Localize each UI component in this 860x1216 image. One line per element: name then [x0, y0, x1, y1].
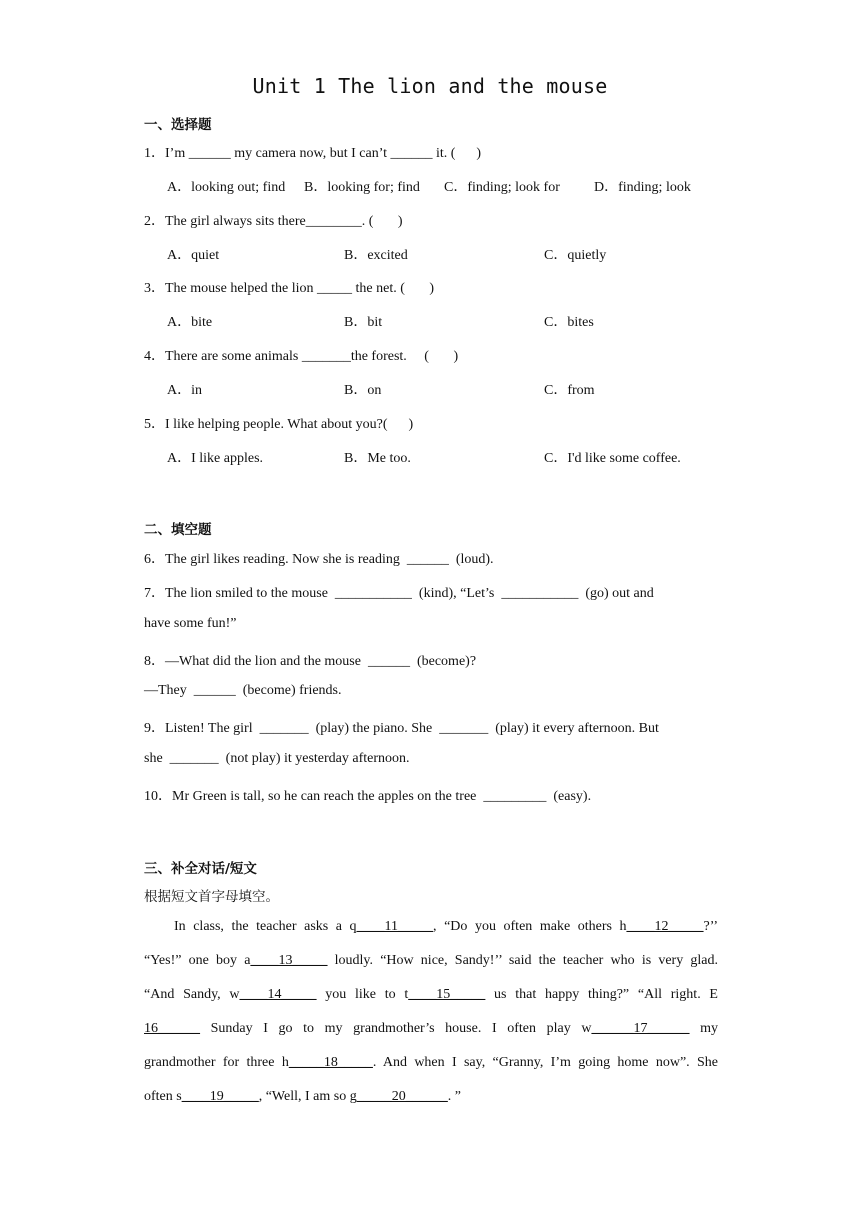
section-heading-multiple-choice: 一、选择题	[144, 117, 212, 133]
passage-text: often s	[144, 1089, 182, 1104]
question-6: 6．The girl likes reading. Now she is reading ______ (loud).	[144, 552, 494, 567]
passage-line-4	[144, 1021, 718, 1037]
q1-option-d: D．finding; look	[594, 180, 691, 195]
section-heading-passage: 三、补全对话/短文	[144, 861, 257, 877]
q1-option-b: B．looking for; find	[304, 180, 420, 195]
q1-option-a: A．looking out; find	[167, 180, 286, 195]
q2-option-b: B．excited	[344, 248, 408, 263]
passage-text: “And Sandy, w	[144, 987, 240, 1002]
blank-20: _____20______	[356, 1089, 448, 1104]
q5-option-c: C．I'd like some coffee.	[544, 451, 681, 466]
blank-11: ____11_____	[356, 919, 434, 934]
passage-text: us that happy thing?” “All right. E	[485, 987, 718, 1002]
blank-14: ____14_____	[239, 987, 317, 1002]
q5-option-b: B．Me too.	[344, 451, 411, 466]
passage-line-1	[174, 919, 718, 935]
passage-line-5	[144, 1055, 718, 1071]
q4-option-c: C．from	[544, 383, 595, 398]
q4-option-a: A．in	[167, 383, 202, 398]
q3-option-b: B．bit	[344, 315, 383, 330]
page-title: Unit 1 The lion and the mouse	[252, 74, 608, 98]
question-8-line-1: 8．—What did the lion and the mouse ______ (become)?	[144, 654, 477, 669]
q5-option-a: A．I like apples.	[167, 451, 264, 466]
question-4: 4．There are some animals _______the forest. ( )	[144, 349, 459, 364]
passage-text: grandmother for three h	[144, 1055, 289, 1070]
passage-text: you like to t	[316, 987, 409, 1002]
blank-12: ____12_____	[626, 919, 704, 934]
passage-line-6	[144, 1089, 461, 1105]
blank-19: ____19_____	[181, 1089, 259, 1104]
question-9-line-2: she _______ (not play) it yesterday afternoon.	[144, 751, 410, 766]
passage-text: . ”	[447, 1089, 461, 1104]
question-7-line-1: 7．The lion smiled to the mouse ___________ (kind), “Let’s ___________ (go) out and	[144, 586, 654, 601]
passage-text: Sunday I go to my grandmother’s house. I often play w	[200, 1021, 592, 1036]
question-1: 1．I’m ______ my camera now, but I can’t ______ it. ( )	[144, 146, 482, 161]
q3-option-a: A．bite	[167, 315, 213, 330]
blank-15: ____15_____	[408, 987, 486, 1002]
passage-instruction: 根据短文首字母填空。	[144, 889, 279, 905]
passage-text: In class, the teacher asks a q	[174, 919, 357, 934]
question-3: 3．The mouse helped the lion _____ the net. ( )	[144, 281, 435, 296]
question-2: 2．The girl always sits there________. ( )	[144, 214, 403, 229]
q2-option-c: C．quietly	[544, 248, 607, 263]
question-7-line-2: have some fun!”	[144, 616, 237, 631]
passage-text: , “Do you often make others h	[433, 919, 627, 934]
question-10: 10．Mr Green is tall, so he can reach the apples on the tree _________ (easy).	[144, 789, 592, 804]
blank-18: _____18_____	[288, 1055, 373, 1070]
q4-option-b: B．on	[344, 383, 382, 398]
passage-text: , “Well, I am so g	[258, 1089, 357, 1104]
blank-17: ______17______	[591, 1021, 690, 1036]
passage-text: loudly. “How nice, Sandy!’’ said the teacher who is very glad.	[327, 953, 718, 968]
question-9-line-1: 9．Listen! The girl _______ (play) the piano. She _______ (play) it every afternoon. But	[144, 721, 659, 736]
section-heading-fill-in: 二、填空题	[144, 522, 212, 538]
q2-option-a: A．quiet	[167, 248, 220, 263]
passage-line-3	[144, 987, 718, 1003]
passage-text: my	[689, 1021, 718, 1036]
passage-text: . And when I say, “Granny, I’m going home now”. She	[372, 1055, 718, 1070]
passage-text: “Yes!” one boy a	[144, 953, 251, 968]
passage-line-2	[144, 953, 718, 969]
blank-16: 16______	[144, 1021, 200, 1036]
question-8-line-2: —They ______ (become) friends.	[144, 683, 342, 698]
blank-13: ____13_____	[250, 953, 328, 968]
passage-text: ?’’	[703, 919, 718, 934]
q3-option-c: C．bites	[544, 315, 594, 330]
q1-option-c: C．finding; look for	[444, 180, 560, 195]
question-5: 5．I like helping people. What about you?( )	[144, 417, 414, 432]
